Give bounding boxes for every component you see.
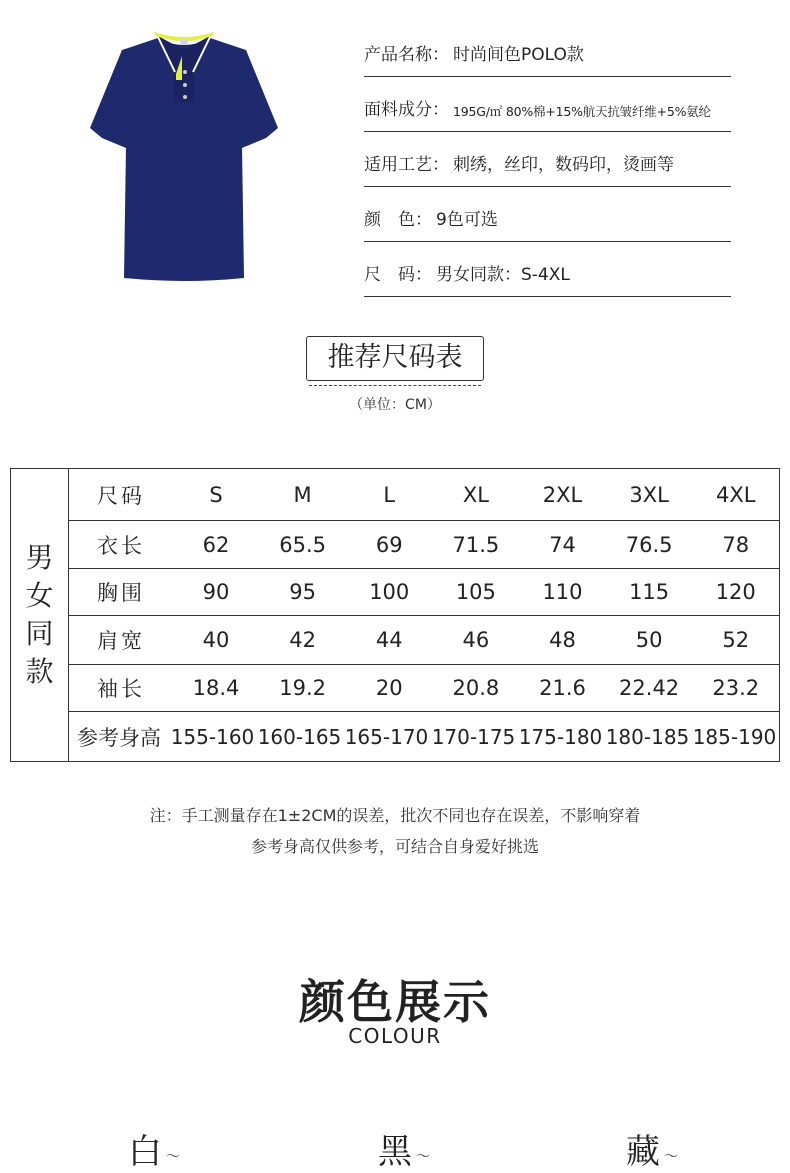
label-dash: ～ (166, 1149, 180, 1165)
spec-label: 面料成分： (364, 100, 449, 120)
spec-label: 尺 码： (364, 265, 432, 285)
row-header: 衣长 (97, 533, 145, 558)
table-cell: 90 (202, 580, 230, 604)
table-cell: 155-160 (170, 724, 255, 749)
label-dash: ～ (416, 1149, 430, 1165)
table-cell: 175-180 (518, 724, 603, 749)
spec-value: 时尚间色POLO款 (453, 45, 584, 65)
table-cell: 40 (202, 628, 230, 652)
table-cell: 52 (722, 628, 750, 652)
size-cell: 2XL (542, 482, 583, 507)
measurement-note: 注：手工测量存在1±2CM的误差，批次不同也存在误差，不影响穿着 (149, 806, 641, 825)
table-cell: 62 (202, 532, 230, 557)
table-cell: 76.5 (625, 532, 673, 557)
spec-product-name (364, 22, 731, 77)
table-cell: 71.5 (452, 532, 500, 557)
reference-note: 参考身高仅供参考，可结合自身爱好挑选 (250, 837, 539, 856)
spec-value: 刺绣，丝印，数码印，烫画等 (453, 155, 674, 175)
table-cell: 19.2 (279, 676, 326, 700)
reference-height-row (69, 712, 779, 761)
table-cell: 65.5 (279, 532, 326, 557)
side-label-char: 男 (25, 541, 54, 574)
table-cell: 105 (455, 580, 496, 604)
table-cell: 165-170 (344, 724, 429, 749)
spec-colour (364, 187, 731, 242)
table-cell: 170-175 (431, 724, 516, 749)
spec-label: 适用工艺： (364, 155, 449, 175)
size-cell: 3XL (629, 482, 669, 507)
side-label-char: 款 (25, 655, 54, 688)
spec-value: 195G/㎡ 80%棉+15%航天抗皱纤维+5%氨纶 (453, 104, 711, 119)
colour-section-title: 颜色展示 (299, 975, 491, 1029)
table-cell: 120 (715, 580, 756, 604)
table-cell: 22.42 (619, 676, 680, 700)
table-row (69, 569, 779, 616)
label-dash: ～ (664, 1149, 678, 1165)
table-row (69, 665, 779, 712)
size-chart-title: 推荐尺码表 (306, 336, 484, 381)
row-header: 肩宽 (97, 629, 145, 653)
unisex-side-label (11, 469, 69, 761)
spec-size (364, 242, 731, 297)
spec-label: 颜 色： (364, 210, 432, 230)
colour-section-subtitle: COLOUR (348, 1024, 442, 1048)
spec-value: 男女同款：S-4XL (436, 265, 570, 285)
row-header: 胸围 (97, 581, 145, 605)
colour-label-white: 白 (128, 1132, 162, 1172)
product-specs (364, 22, 731, 297)
title-dashed-line (309, 385, 481, 386)
table-cell: 42 (289, 628, 316, 652)
table-cell: 95 (289, 580, 316, 604)
table-cell: 100 (369, 580, 410, 604)
navy-polo-shirt-image (84, 28, 284, 284)
table-cell: 78 (722, 532, 750, 557)
table-cell: 46 (462, 628, 490, 652)
spec-value: 9色可选 (436, 210, 498, 230)
table-cell: 185-190 (692, 724, 777, 749)
table-cell: 20.8 (452, 676, 500, 700)
table-row (69, 521, 779, 569)
table-cell: 23.2 (712, 676, 760, 700)
table-cell: 160-165 (257, 724, 342, 749)
side-label-char: 同 (25, 617, 54, 650)
size-cell: 4XL (716, 482, 756, 507)
spec-label: 产品名称： (364, 45, 449, 65)
row-header: 参考身高 (77, 725, 161, 750)
size-table (10, 468, 780, 762)
spec-craft (364, 132, 731, 187)
row-header: 尺码 (97, 483, 145, 508)
table-cell: 44 (375, 628, 403, 652)
row-header: 袖长 (97, 677, 145, 701)
table-cell: 21.6 (539, 676, 586, 700)
size-cell: XL (462, 482, 489, 507)
side-label-char: 女 (25, 579, 54, 612)
size-chart-unit: （单位：CM） (349, 397, 441, 413)
table-cell: 48 (549, 628, 576, 652)
table-cell: 50 (635, 628, 663, 652)
size-cell: L (383, 482, 396, 507)
table-cell: 74 (549, 532, 576, 557)
spec-fabric (364, 77, 731, 132)
colour-label-navy: 藏 (626, 1132, 660, 1172)
table-cell: 18.4 (192, 676, 240, 700)
colour-label-black: 黑 (378, 1132, 412, 1172)
table-cell: 20 (375, 676, 403, 700)
size-cell: S (209, 482, 223, 507)
table-cell: 180-185 (605, 724, 690, 749)
table-row (69, 616, 779, 665)
size-cell: M (293, 482, 312, 507)
table-cell: 115 (629, 580, 670, 604)
table-cell: 110 (542, 580, 583, 604)
table-cell: 69 (375, 532, 403, 557)
table-header-row (69, 469, 779, 521)
